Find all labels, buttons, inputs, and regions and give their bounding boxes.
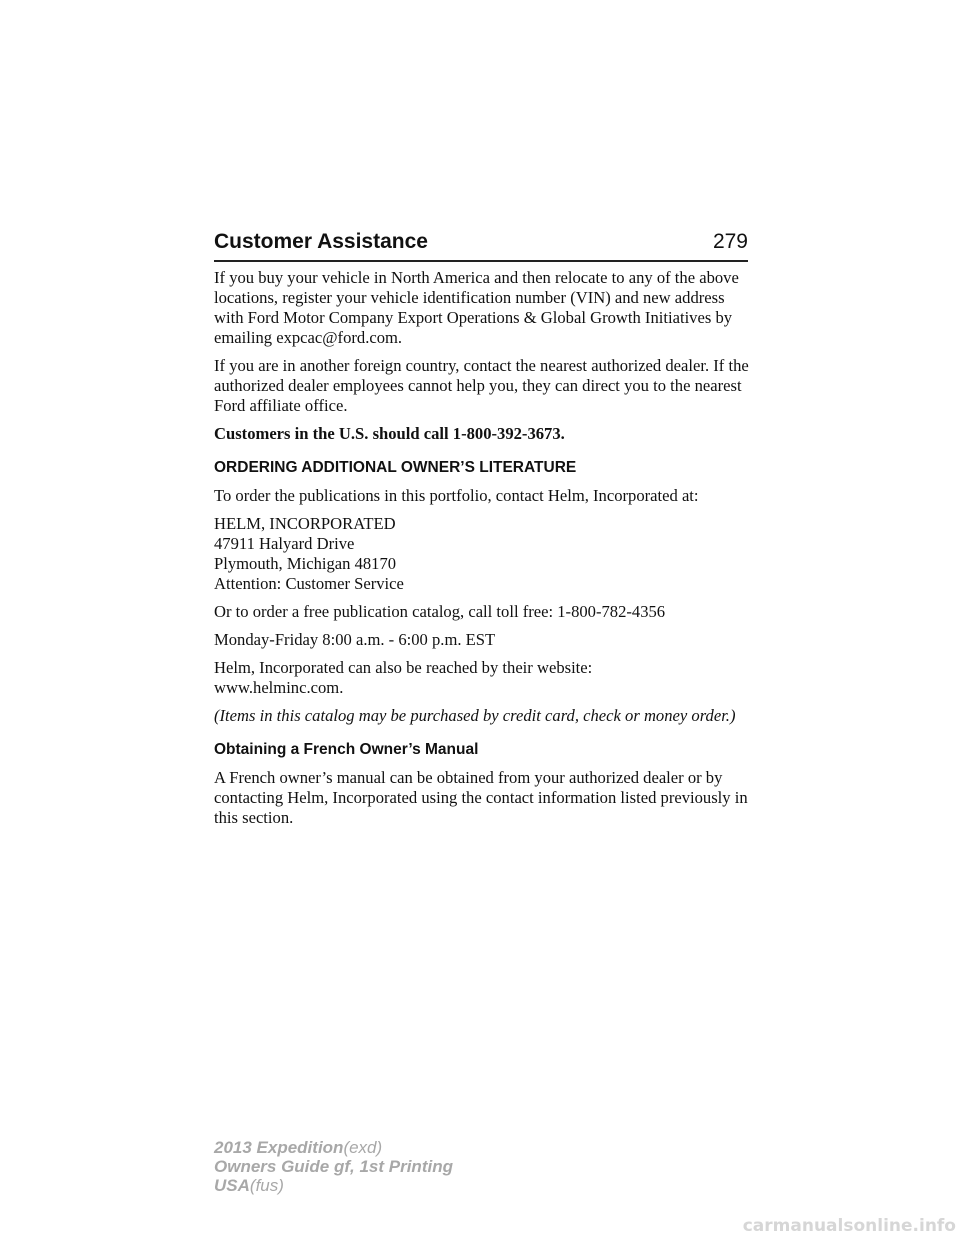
footer-market-code: (fus) [249, 1176, 284, 1195]
footer-model-code: (exd) [343, 1138, 383, 1157]
footer-model: 2013 Expedition [214, 1138, 344, 1157]
us-call-line: Customers in the U.S. should call 1-800-392-3673. [214, 424, 565, 443]
footer-market: USA [214, 1176, 250, 1195]
page-footer [214, 1138, 453, 1195]
paragraph-website [214, 658, 754, 698]
footer-line-1 [214, 1138, 453, 1157]
address-line: 47911 Halyard Drive [214, 534, 355, 553]
sub-heading-french-manual: Obtaining a French Owner’s Manual [214, 741, 479, 758]
page-number: 279 [712, 230, 748, 253]
footer-line-3 [214, 1176, 453, 1195]
footer-line-2: Owners Guide gf, 1st Printing [214, 1157, 453, 1176]
website-line: Helm, Incorporated can also be reached by their website: [214, 658, 593, 677]
payment-note: (Items in this catalog may be purchased by credit card, check or money order.) [214, 706, 736, 725]
page-body [214, 268, 754, 836]
address-line: Plymouth, Michigan 48170 [214, 554, 397, 573]
page-header [214, 228, 748, 262]
website-url: www.helminc.com. [214, 678, 344, 697]
address-block [214, 514, 754, 594]
paragraph-catalog: Or to order a free publication catalog, call toll free: 1-800-782-4356 [214, 602, 666, 621]
address-line: HELM, INCORPORATED [214, 514, 396, 533]
paragraph-french-manual: A French owner’s manual can be obtained from your authorized dealer or by contacting Helm, Incorporated using the contact information listed previously in this section. [214, 768, 748, 827]
paragraph-hours: Monday-Friday 8:00 a.m. - 6:00 p.m. EST [214, 630, 496, 649]
page-title: Customer Assistance [214, 230, 428, 253]
site-watermark: carmanualsonline.info [742, 1216, 956, 1236]
address-line: Attention: Customer Service [214, 574, 404, 593]
section-heading-literature: ORDERING ADDITIONAL OWNER’S LITERATURE [214, 459, 577, 476]
paragraph-foreign-country: If you are in another foreign country, contact the nearest authorized dealer. If the authorized dealer employees cannot help you, they can direct you to the nearest Ford affiliate office. [214, 356, 749, 415]
paragraph-relocation: If you buy your vehicle in North America and then relocate to any of the above locations, register your vehicle identification number (VIN) and new address with Ford Motor Company Export Operations & Global Growth Initiatives by emailing expcac@ford.com. [214, 268, 739, 347]
paragraph-order-intro: To order the publications in this portfolio, contact Helm, Incorporated at: [214, 486, 699, 505]
